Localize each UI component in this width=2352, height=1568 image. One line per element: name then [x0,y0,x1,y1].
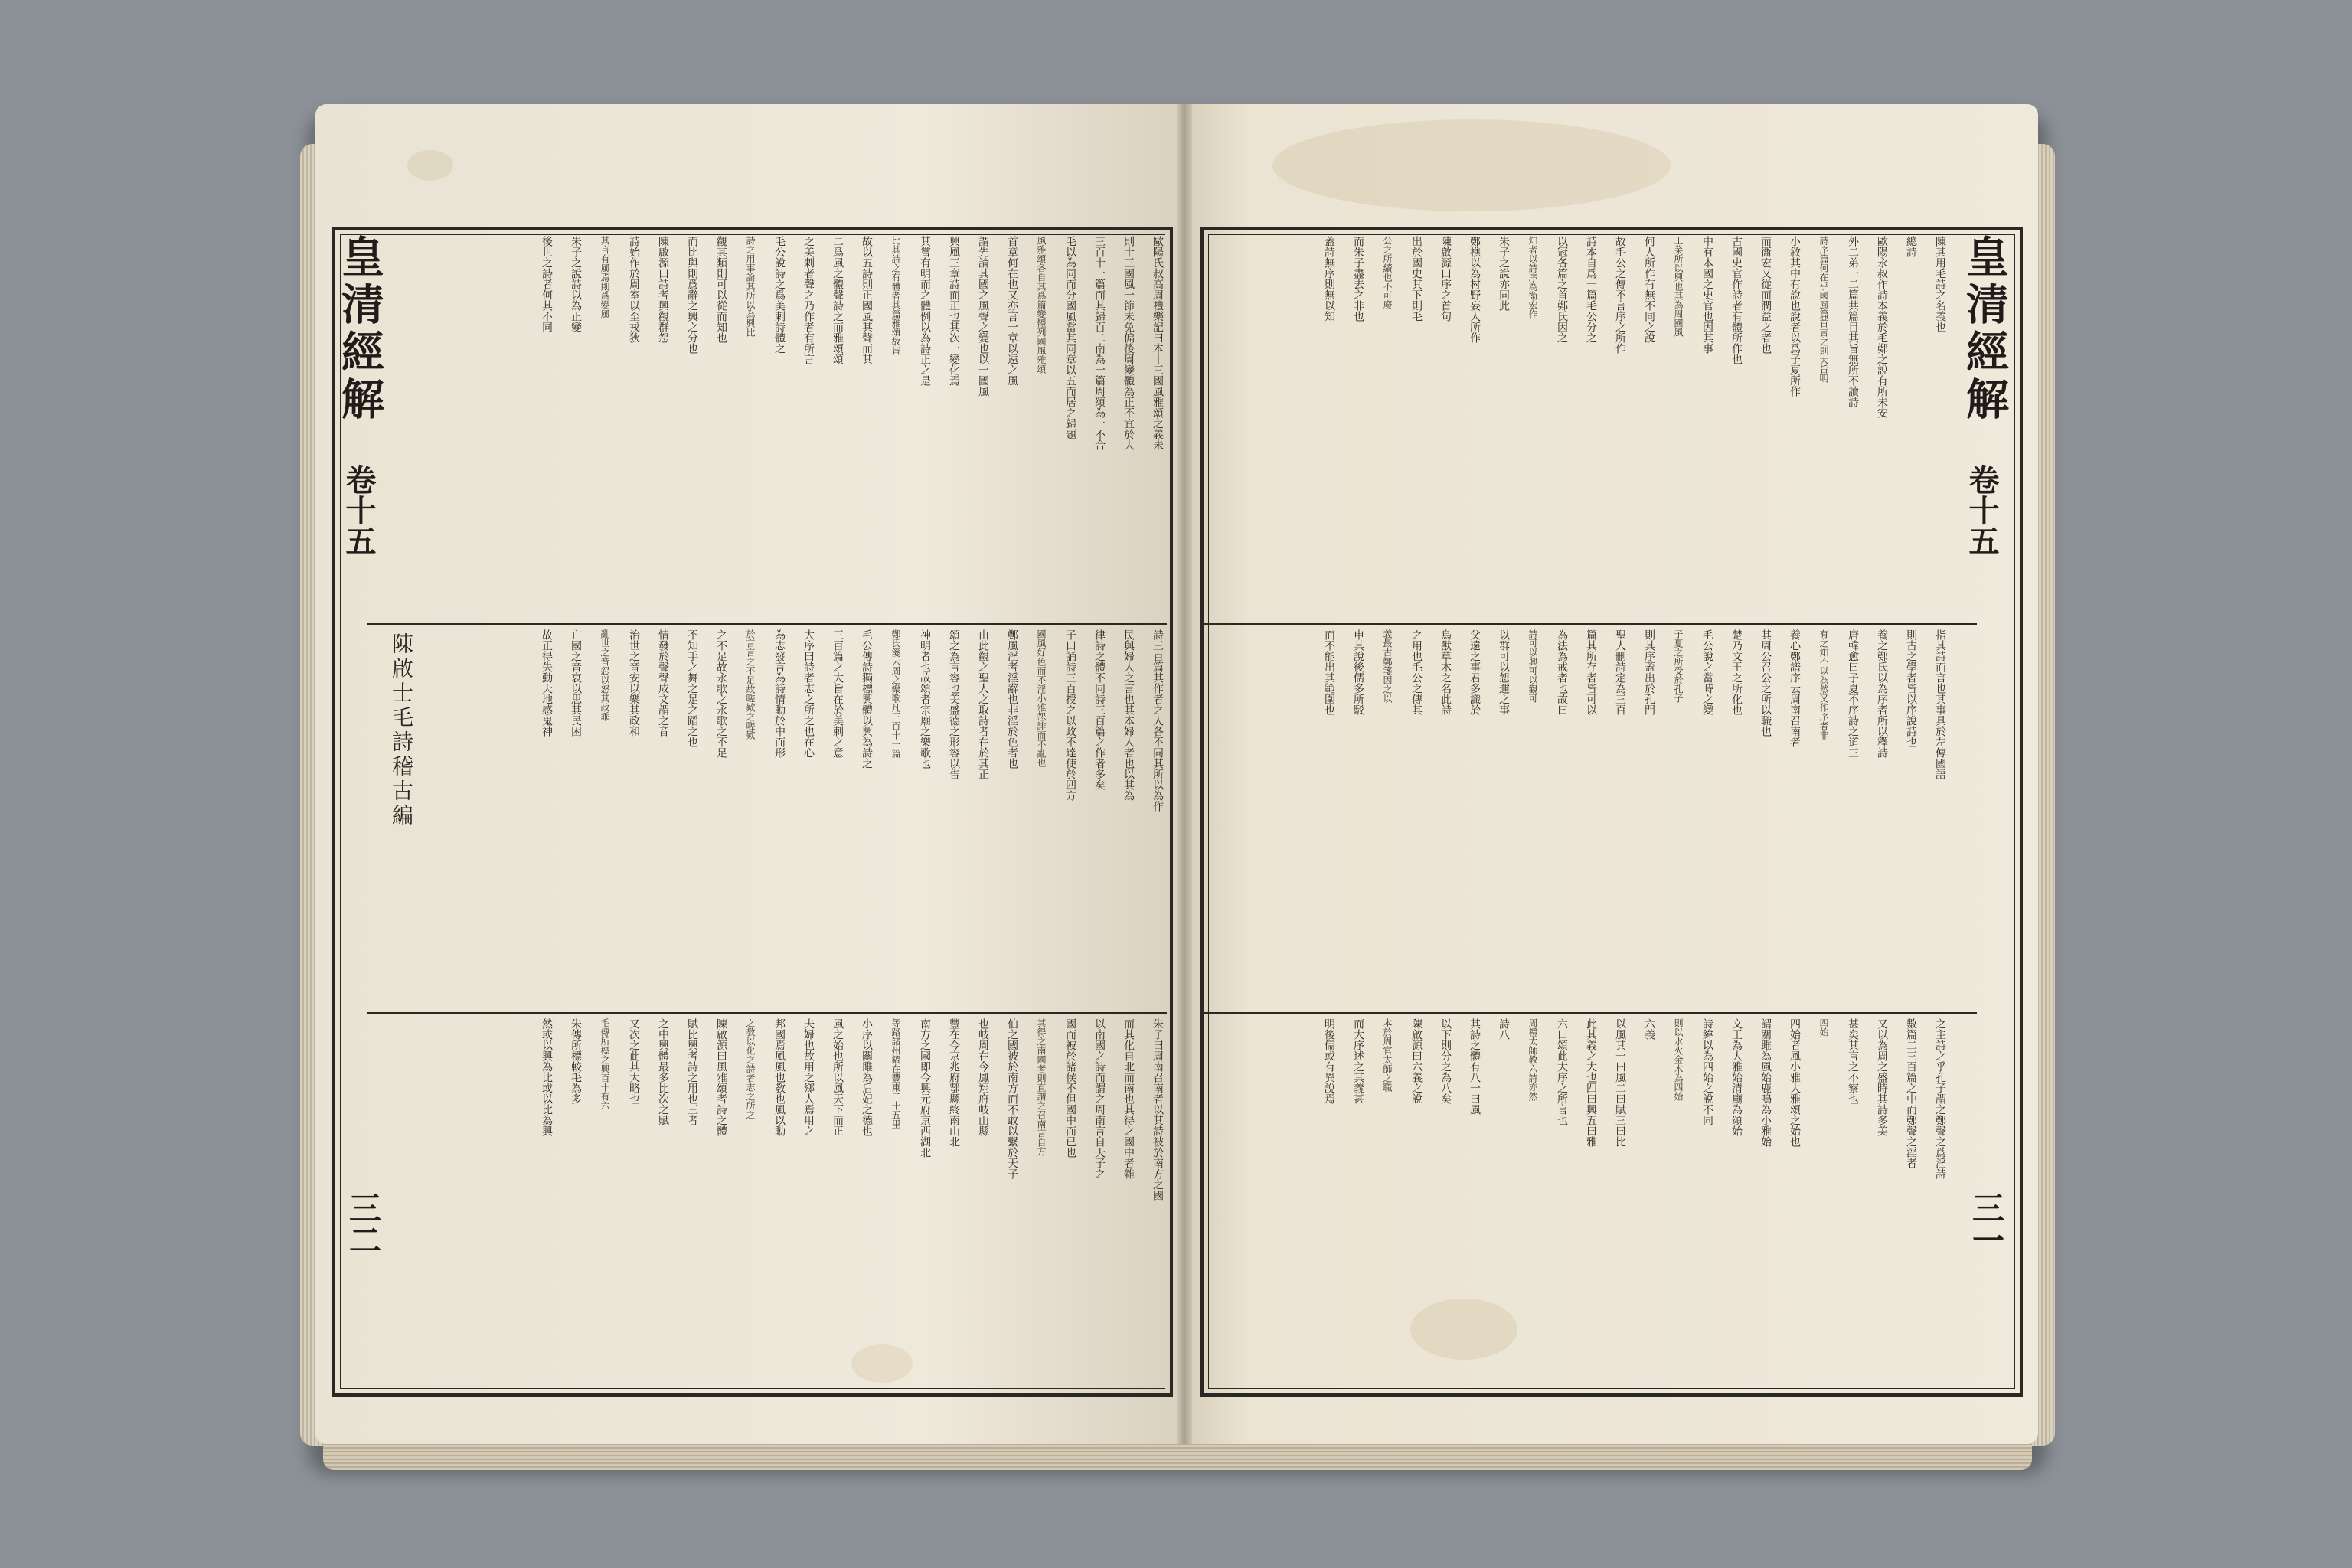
text-column: 以下則分之為八矣 [1439,1018,1452,1104]
text-column: 公之所續也不可廢 [1382,236,1393,309]
text-column: 賦比興者詩之用也三者 [686,1018,698,1125]
text-column: 以南國之詩而謂之周南言自天子之 [1093,1018,1106,1179]
column-gap [991,1018,1004,1384]
column-gap [1540,236,1553,619]
text-column: 義最古鄭箋因之以 [1382,629,1393,703]
left-middle-text [415,629,1164,1008]
text-column: 四始者風小雅大雅頌之始也 [1788,1018,1801,1147]
text-column: 三百十一篇而其歸百二南為一篇周頌為一不合 [1093,236,1106,450]
column-gap [1107,1018,1120,1384]
column-gap [729,629,742,1008]
left-volume: 卷十五 [341,464,377,556]
text-column: 為志發言為詩情動於中而形 [773,629,786,758]
text-column: 則十三國風一節未免偏後周變體為正不宜於大 [1122,236,1135,450]
text-column: 詩序篇何在乎國風篇首言之則大旨明 [1818,236,1829,383]
bottom-page-edges [323,1444,2032,1470]
text-column: 其詩之體有八一曰風 [1468,1018,1481,1115]
text-column: 則其序蓋出於孔門 [1643,629,1655,715]
text-column: 養心鄭譜序云周南召南者 [1788,629,1801,747]
column-gap [1395,236,1408,619]
column-gap [1078,1018,1091,1384]
column-gap [1773,236,1786,619]
text-column: 知者以詩序為衞宏作 [1527,236,1538,318]
column-gap [1890,629,1903,1008]
column-gap [1308,236,1321,619]
text-column: 大序曰詩者志之所之也在心 [802,629,815,758]
column-gap [671,1018,684,1384]
column-gap [1744,629,1757,1008]
column-gap [700,1018,713,1384]
text-column: 而其化自北而南也其得之國中者雜 [1122,1018,1135,1179]
column-gap [1686,236,1699,619]
text-column: 則古之學者皆以序說詩也 [1905,629,1917,747]
text-column: 民與婦人之言也其本婦人者也以其為 [1122,629,1135,801]
column-gap [1424,236,1437,619]
column-gap [583,629,596,1008]
text-column: 謂先論其國之風聲之變也以一國風 [977,236,989,397]
column-gap [816,236,829,619]
column-gap [1657,236,1670,619]
text-column: 有之知不以為然又作序者非 [1818,629,1829,740]
column-gap [612,1018,626,1384]
text-column: 文王為大雅始清廟為頌始 [1730,1018,1743,1136]
column-gap [1715,236,1728,619]
text-column: 不知手之舞之足之蹈之也 [686,629,698,747]
column-gap [1540,1018,1553,1384]
text-column: 夫婦也故用之鄉人焉用之 [802,1018,815,1136]
text-column: 蓋詩無序則無以知 [1323,236,1335,322]
column-gap [1773,1018,1786,1384]
column-gap [1020,1018,1033,1384]
text-column: 之用也毛公之傳其 [1410,629,1423,715]
column-gap [554,236,567,619]
column-gap [1078,629,1091,1008]
text-column: 其嘗有明而之體例以為詩正之是 [919,236,931,386]
column-gap [1511,1018,1524,1384]
text-column: 律詩之體不同詩三百篇之作者多矣 [1093,629,1106,790]
text-column: 申其說後儒多所駁 [1352,629,1364,715]
text-column: 陳其用毛詩之名義也 [1934,236,1946,332]
column-gap [1657,629,1670,1008]
column-gap [1511,629,1524,1008]
column-gap [1715,1018,1728,1384]
text-column: 以風其一曰風二曰賦三曰比 [1614,1018,1626,1147]
column-gap [1715,629,1728,1008]
foxing-stain [1272,119,1671,211]
right-tier-rule-1 [1204,623,1977,625]
column-gap [612,236,626,619]
text-column: 頌之為言容也美盛德之形容以告 [948,629,960,779]
column-gap [903,629,916,1008]
column-gap [1424,629,1437,1008]
column-gap [671,629,684,1008]
text-column: 於言言之不足故嗟歎之嗟歎 [745,629,756,740]
text-column: 國風好色而不淫小雅怨誹而不亂也 [1036,629,1047,767]
text-column: 興風三章詩而正也其次一變化焉 [948,236,960,386]
column-gap [612,629,626,1008]
column-gap [787,629,800,1008]
column-gap [1366,1018,1379,1384]
column-gap [1744,1018,1757,1384]
text-column: 詩本自爲一篇毛公分之 [1585,236,1597,343]
text-column: 朱子之說亦同此 [1498,236,1510,311]
column-gap [1482,629,1495,1008]
text-column: 指其詩而言也其事具於左傳國語 [1934,629,1946,779]
text-column: 明後儒或有異說焉 [1323,1018,1335,1104]
right-upper-text [1211,236,1946,619]
column-gap [1453,1018,1466,1384]
text-column: 詩緯以為四始之說不同 [1701,1018,1713,1125]
left-upper-text [415,236,1164,619]
text-column: 六曰頌此大序之所言也 [1556,1018,1568,1125]
text-column: 唐韓愈曰子夏不序詩之道三 [1847,629,1859,758]
right-lower-text [1211,1018,1946,1384]
text-column: 朱子曰周南召南者以其詩被於南方之國 [1152,1018,1164,1200]
text-column: 首章何在也又亦言一章以遠之風 [1006,236,1018,386]
left-band-title: 皇清經解 [335,234,385,424]
column-gap [1831,629,1844,1008]
right-page-number: 三一 [1968,1191,2005,1256]
text-column: 詩始作於周室以至戎狄 [628,236,640,343]
column-gap [845,629,858,1008]
text-column: 情發於聲聲成文謂之音 [657,629,669,737]
column-gap [962,1018,975,1384]
column-gap [1424,1018,1437,1384]
text-column: 以冠各篇之首鄭氏因之 [1556,236,1568,343]
text-column: 中有本國之史官也因其事 [1701,236,1713,354]
column-gap [1599,1018,1612,1384]
column-gap [1831,1018,1844,1384]
text-column: 風之始也所以風天下而正 [831,1018,844,1136]
column-gap [1395,1018,1408,1384]
text-column: 小序以關雎為后妃之德也 [861,1018,873,1136]
text-column: 周禮太師教六詩亦然 [1527,1018,1538,1101]
column-gap [525,236,538,619]
text-column: 鄭氏箋云周之樂歌凡三百十一篇 [890,629,901,758]
column-gap [525,629,538,1008]
text-column: 豐在今京兆府鄠縣終南山北 [948,1018,960,1147]
text-column: 出於國史其下則毛 [1410,236,1423,322]
column-gap [933,1018,946,1384]
right-band-title: 皇清經解 [1959,234,2010,424]
text-column: 鄭樵以為村野妄人所作 [1468,236,1481,343]
column-gap [1020,629,1033,1008]
column-gap [933,236,946,619]
text-column: 詩八 [1498,1018,1510,1040]
text-column: 外二弟一二篇共篇目其旨無所不讀詩 [1847,236,1859,407]
text-column: 詩之用事論其所以為興比 [745,236,756,337]
text-column: 篇其所存者皆可以 [1585,629,1597,715]
column-gap [700,236,713,619]
text-column: 陳啟源曰六義之說 [1410,1018,1423,1104]
column-gap [933,629,946,1008]
column-gap [700,629,713,1008]
column-gap [1773,629,1786,1008]
column-gap [1482,1018,1495,1384]
column-gap [729,1018,742,1384]
text-column: 二爲風之體聲詩之而雅頌頌 [831,236,844,364]
column-gap [1107,629,1120,1008]
text-column: 父遠之事君多識於 [1468,629,1481,715]
text-column: 之美刺者聲之乃作者有所言 [802,236,815,364]
text-column: 治世之音安以樂其政和 [628,629,640,737]
text-column: 故毛公之傳不言序之所作 [1614,236,1626,354]
text-column: 其得之南國者則直謂之召南言自方 [1036,1018,1047,1156]
text-column: 數篇二三百篇之中而鄭聲之淫者 [1905,1018,1917,1168]
text-column: 本於周官太師之職 [1382,1018,1393,1092]
column-gap [1628,236,1641,619]
column-gap [1337,236,1350,619]
column-gap [1919,629,1932,1008]
column-gap [1802,1018,1815,1384]
column-gap [1337,1018,1350,1384]
text-column: 南方之國即今興元府京西湖北 [919,1018,931,1158]
text-column: 毛公傳詩獨標興體以興為詩之 [861,629,873,769]
text-column: 謂關雎為風始鹿鳴為小雅始 [1759,1018,1772,1147]
left-page-number: 三二 [345,1191,382,1256]
right-middle-text [1211,629,1946,1008]
text-column: 然或以興為比或以比為興 [541,1018,553,1136]
column-gap [1395,629,1408,1008]
right-volume: 卷十五 [1964,464,2000,556]
text-column: 毛公說之當時之變 [1701,629,1713,715]
text-column: 毛公說詩之爲美刺詩體之 [773,236,786,354]
text-column: 總詩 [1905,236,1917,257]
column-gap [1049,629,1062,1008]
text-column: 鳥獸草木之名此詩 [1439,629,1452,715]
text-column: 為法為戒者也故曰 [1556,629,1568,715]
column-gap [816,629,829,1008]
column-gap [1453,236,1466,619]
column-gap [874,629,887,1008]
column-gap [1744,236,1757,619]
text-column: 其言有風焉則爲變風 [599,236,610,318]
column-gap [758,1018,771,1384]
right-page [1181,104,2038,1444]
column-gap [1482,236,1495,619]
text-column: 毛傳所標之興百十有六 [599,1018,610,1110]
left-page [315,104,1188,1444]
text-column: 風雅頌各自其爲篇變體列國風雅頌 [1036,236,1047,374]
column-gap [642,629,655,1008]
text-column: 此其義之大也四曰興五曰雅 [1585,1018,1597,1147]
column-gap [525,1018,538,1384]
column-gap [1136,1018,1149,1384]
column-gap [1337,629,1350,1008]
text-column: 觀其類則可以從而知也 [715,236,727,343]
column-gap [642,1018,655,1384]
column-gap [874,236,887,619]
column-gap [1628,1018,1641,1384]
foxing-spot [407,150,453,181]
text-column: 故以五詩則正國風其聲而其 [861,236,873,364]
column-gap [816,1018,829,1384]
text-column: 四始 [1818,1018,1829,1037]
column-gap [1570,236,1583,619]
text-column: 亂世之音怨以怒其政乖 [599,629,610,721]
text-column: 歐陽氏叔高周禮樂記曰本十三國風雅頌之義未 [1152,236,1164,450]
column-gap [554,1018,567,1384]
text-column: 養之鄭氏以為序者所以釋詩 [1876,629,1888,758]
text-column: 之教以化之詩者志之所之 [745,1018,756,1119]
text-column: 子夏之所受於孔子 [1673,629,1684,703]
text-column: 邦國焉風風也教也風以動 [773,1018,786,1136]
left-lower-text [377,1018,1164,1384]
open-book [300,90,2055,1470]
text-column: 伯之國被於南方而不敢以繫於天子 [1006,1018,1018,1179]
column-gap [1802,236,1815,619]
text-column: 以群可以怨邇之事 [1498,629,1510,715]
column-gap [1860,236,1873,619]
text-column: 國而被於諸侯不但國中而已也 [1064,1018,1076,1158]
column-gap [787,236,800,619]
text-column: 毛以為同而分國風當其同章以五而居之歸題 [1064,236,1076,439]
text-column: 詩三百篇其作者之人各不同其所以為作 [1152,629,1164,812]
text-column: 後世之詩者何其不同 [541,236,553,332]
text-column: 則以水火金木為四始 [1673,1018,1684,1101]
column-gap [991,236,1004,619]
text-column: 陳啟源曰序之首句 [1439,236,1452,322]
column-gap [1540,629,1553,1008]
column-gap [1366,629,1379,1008]
column-gap [1366,236,1379,619]
column-gap [1686,1018,1699,1384]
text-column: 由此觀之聖人之取詩者在於其正 [977,629,989,779]
text-column: 六義 [1643,1018,1655,1040]
column-gap [903,236,916,619]
text-column: 也岐周在今鳳翔府岐山縣 [977,1018,989,1136]
text-column: 子曰誦詩三百授之以政不達使於四方 [1064,629,1076,801]
column-gap [1860,1018,1873,1384]
column-gap [729,236,742,619]
left-section-heading: 陳啟士毛詩稽古編 [389,632,414,828]
text-column: 何人所作有無不同之說 [1643,236,1655,343]
column-gap [758,629,771,1008]
text-column: 朱傳所標較毛為多 [570,1018,582,1104]
text-column: 而衞宏又從而潤益之者也 [1759,236,1772,354]
column-gap [1136,629,1149,1008]
column-gap [1919,1018,1932,1384]
text-column: 而朱子盡去之非也 [1352,236,1364,322]
column-gap [583,1018,596,1384]
column-gap [1890,236,1903,619]
column-gap [1919,236,1932,619]
text-column: 亡國之音哀以思其民困 [570,629,582,737]
left-tier-rule-2 [368,1012,1167,1014]
text-column: 又次之此其大略也 [628,1018,640,1104]
column-gap [962,236,975,619]
text-column: 又以為周之盛時其詩多美 [1876,1018,1888,1136]
column-gap [1686,629,1699,1008]
column-gap [1049,1018,1062,1384]
column-gap [962,629,975,1008]
column-gap [1308,1018,1321,1384]
text-column: 甚矣其言之不察也 [1847,1018,1859,1104]
text-column: 等路諸州鎬在豐東二十五里 [890,1018,901,1129]
column-gap [1049,236,1062,619]
text-column: 朱子之說詩以為正變 [570,236,582,332]
book-gutter [1177,104,1192,1444]
column-gap [671,236,684,619]
column-gap [1831,236,1844,619]
column-gap [1570,629,1583,1008]
column-gap [642,236,655,619]
text-column: 而比與則爲辭之興之分也 [686,236,698,354]
column-gap [1453,629,1466,1008]
text-column: 陳啟源曰風雅頌者詩之體 [715,1018,727,1136]
text-column: 小敘其中有說也說者以爲子夏所作 [1788,236,1801,397]
text-column: 古國史官作詩者有體所作也 [1730,236,1743,364]
text-column: 歐陽永叔作詩本義於毛鄭之說有所未安 [1876,236,1888,418]
text-column: 王業所以興也其為周國風 [1673,236,1684,337]
column-gap [903,1018,916,1384]
text-column: 鄭風淫者淫辭也非淫於色者也 [1006,629,1018,769]
column-gap [874,1018,887,1384]
text-column: 其周公召公之所以職也 [1759,629,1772,737]
column-gap [1136,236,1149,619]
column-gap [583,236,596,619]
column-gap [787,1018,800,1384]
column-gap [1628,629,1641,1008]
column-gap [845,1018,858,1384]
column-gap [1802,629,1815,1008]
column-gap [1078,236,1091,619]
text-column: 三百篇之大旨在於美刺之意 [831,629,844,758]
right-tier-rule-2 [1204,1012,1977,1014]
column-gap [1020,236,1033,619]
column-gap [1890,1018,1903,1384]
text-column: 而大序述之其義甚 [1352,1018,1364,1104]
column-gap [991,629,1004,1008]
column-gap [1570,1018,1583,1384]
column-gap [1599,236,1612,619]
text-column: 陳啟源曰詩者興觀群怨 [657,236,669,343]
column-gap [845,236,858,619]
text-column: 聖人刪詩定為三百 [1614,629,1626,715]
text-column: 之不足故永歌之永歌之不足 [715,629,727,758]
text-column: 之主詩之乎孔子謂之鄭聲之爲淫詩 [1934,1018,1946,1179]
text-column: 比其詩之有體者其篇雅頌故皆 [890,236,901,355]
column-gap [758,236,771,619]
text-column: 之中興體最多比次之賦 [657,1018,669,1125]
text-column: 詩可以興可以觀可 [1527,629,1538,703]
column-gap [554,629,567,1008]
text-column: 楚乃文王之所化也 [1730,629,1743,715]
column-gap [1860,629,1873,1008]
column-gap [1599,629,1612,1008]
text-column: 神明者也故頌者宗廟之樂歌也 [919,629,931,769]
column-gap [1511,236,1524,619]
column-gap [1657,1018,1670,1384]
column-gap [1107,236,1120,619]
column-gap [1308,629,1321,1008]
text-column: 而不能出其範圍也 [1323,629,1335,715]
left-tier-rule-1 [368,623,1167,625]
text-column: 故正得失動天地感鬼神 [541,629,553,737]
